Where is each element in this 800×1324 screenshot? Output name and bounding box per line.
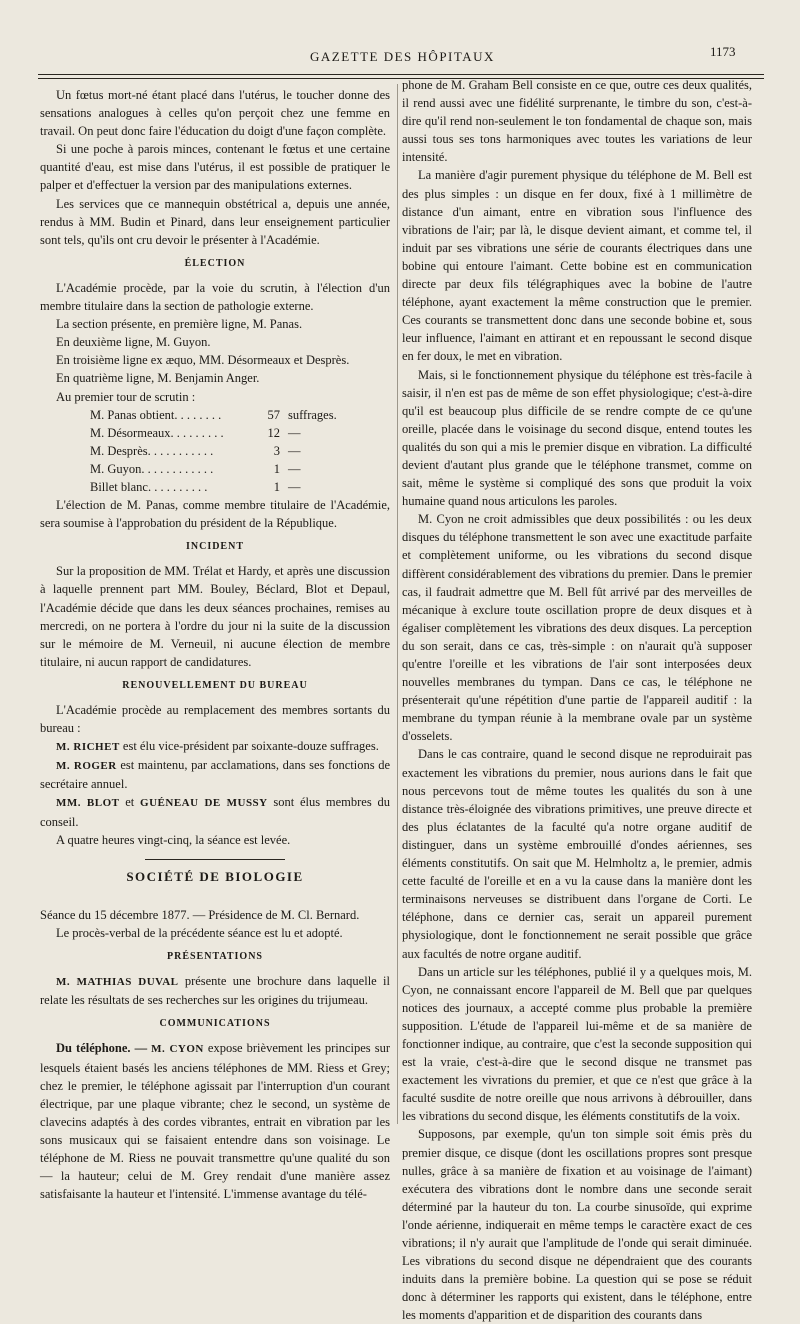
paragraph: La section présente, en première ligne, M. Panas. <box>56 317 303 332</box>
paragraph: Supposons, par exemple, qu'un ton simple soit émis près du premier disque, ce disque (dont les oscillations propres sont presque nulles, grâce à sa manière de fixation et au voisinage de l'aimant) exécutera des vibrations dont le nombre dans une seconde serait déterminé par la hauteur du ton. La courbe sinusoïde, qui exprime l'onde aérienne, indiquerait en même temps le caractère exact de ces vibrations; il n'y aurait que l'amplitude de l'onde qui serait diminuée. Les vibrations du second disque ne dépendraient que des courants induits dans la première bobine. La question qui se pose se réduit donc à déterminer les rapports qui existent, dans le téléphone, entre les moments d'apparition et de disparition des courants dans <box>402 1127 752 1323</box>
vote-suffix: suffrages. <box>288 407 337 422</box>
paragraph: L'Académie procède, par la voie du scrutin, à l'élection d'un membre titulaire dans la section de pathologie externe. <box>40 280 390 314</box>
page-header <box>0 0 800 72</box>
paragraph: A quatre heures vingt-cinq, la séance est levée. <box>56 832 291 847</box>
person-name: M. RICHET <box>56 741 120 754</box>
paragraph: En deuxième ligne, M. Guyon. <box>56 335 211 350</box>
paragraph <box>40 756 390 793</box>
vote-name: M. Désormeaux. . . . . . . . . <box>90 425 224 440</box>
vote-table <box>40 406 390 496</box>
vote-name: Billet blanc. . . . . . . . . . <box>90 479 208 494</box>
column-divider <box>397 84 398 1124</box>
subheading-incident: INCIDENT <box>185 541 244 553</box>
paragraph: Sur la proposition de MM. Trélat et Hardy, et après une discussion à laquelle prennent part MM. Bouley, Béclard, Blot et Depaul, l'Académie décide que dans les deux séances prochaines, remises au mercredi, on ne portera à l'ordre du jour ni la suite de la discussion sur le mémoire de M. Verneuil, ni aucune élection de membre titulaire, ni aucun rapport de candidatures. <box>40 564 390 669</box>
vote-name: M. Guyon. . . . . . . . . . . . <box>90 461 214 476</box>
subheading-communications: COMMUNICATIONS <box>159 1018 271 1030</box>
vote-row <box>40 442 390 460</box>
paragraph: Le procès-verbal de la précédente séance est lu et adopté. <box>56 925 343 940</box>
vote-count: 1 <box>273 479 280 494</box>
vote-count: 1 <box>273 461 280 476</box>
paragraph: L'élection de M. Panas, comme membre titulaire de l'Académie, sera soumise à l'approbation du président de la République. <box>40 498 390 531</box>
section-heading: SOCIÉTÉ DE BIOLOGIE <box>126 868 304 884</box>
subheading-presentations: PRÉSENTATIONS <box>167 951 263 963</box>
paragraph: En quatrième ligne, M. Benjamin Anger. <box>56 371 260 386</box>
paragraph: Dans un article sur les téléphones, publié il y a quelques mois, M. Cyon, ne connaissant encore l'appareil de M. Bell que par quelques notices des journaux, a accepté comme plus probable la première supposition. L'étude de l'appareil lui-même et de sa manière de fonctionner indique, au contraire, que c'est la seconde supposition qui est la vraie, c'est-à-dire que le second disque ne transmet pas exactement les vivrations du premier, et que ce n'est que grâce à la faculté susdite de notre oreille que nous arrivons à débrouiller, dans les vibrations du second disque, les éléments constitutifs de la voix. <box>402 964 752 1124</box>
vote-row <box>40 478 390 496</box>
header-rule-top <box>38 74 764 75</box>
paragraph: L'Académie procède au remplacement des membres sortants du bureau : <box>40 703 390 736</box>
paragraph: phone de M. Graham Bell consiste en ce que, outre ces deux qualités, il rend aussi avec une fidélité surprenante, le timbre du son, c'est-à-dire qu'il rend non-seulement le ton fondamental de chaque son, mais aussi tous ses tons harmoniques avec toutes les variations de leur intensité. <box>402 78 752 165</box>
text-run: présente une brochure dans laquelle il relate les résultats de ses recherches sur les origines du trijumeau. <box>40 974 390 1008</box>
paragraph: Au premier tour de scrutin : <box>56 389 196 404</box>
person-name: M. CYON <box>151 1043 204 1056</box>
person-name: M. MATHIAS DUVAL <box>56 976 179 989</box>
vote-name: M. Desprès. . . . . . . . . . . <box>90 443 214 458</box>
text-run: est élu vice-président par soixante-douze suffrages. <box>119 739 379 754</box>
vote-row <box>40 424 390 442</box>
right-column <box>402 76 752 1324</box>
article-title: Du téléphone. — <box>56 1041 152 1056</box>
paragraph: Si une poche à parois minces, contenant le fœtus et une certaine quantité d'eau, est mise dans l'utérus, il est possible de pratiquer le palper et d'effectuer la version par des manipulations externes. <box>40 142 390 193</box>
paragraph: La manière d'agir purement physique du téléphone de M. Bell est des plus simples : un disque en fer doux, fixé à 1 millimètre de distance d'un aimant, entre en vibration sous l'influence des vibrations de l'air; par là, le disque devient aimant, et comme tel, il induit par ses vibrations une série de courants électriques dans une bobine qui entoure l'aimant. Cette bobine est en communication directe par deux fils télégraphiques avec la bobine de l'autre téléphone, ayant exactement la même construction que le premier. Ces courants se transmettent donc dans une seconde bobine et, sous leur influence, l'aimant en attirant et en repoussant le second disque en fer doux, le met en vibration. <box>402 168 752 364</box>
paragraph <box>40 1039 390 1203</box>
vote-row <box>40 460 390 478</box>
paragraph: Un fœtus mort-né étant placé dans l'utérus, le toucher donne des sensations analogues à celles qu'on perçoit chez une femme en travail. On peut donc faire l'éducation du doigt d'une façon complète. <box>40 88 390 139</box>
paragraph: M. Cyon ne croit admissibles que deux possibilités : ou les deux disques du téléphone transmettent le son avec une exactitude parfaite et complètement uniforme, ou les vibrations du second disque diffèrent considérablement des vibrations du premier. Dans le premier cas, il faudrait admettre que M. Bell fût arrivé par des merveilles de mécanique à exclure toute oscillation propre de deux disques et à égaliser complètement les vibrations des deux disques. La perception du son serait, dans ce cas, très-simple : on n'aurait qu'à supposer qu'entre l'oreille et les vibrations de l'air sont interposées deux nouvelles membranes du tympan. Dans ce cas, le téléphone ne présenterait qu'une répétition d'une partie de l'appareil auditif : la membrane du tympan réunie à la membrane ovale par un système d'osselets. <box>402 512 752 744</box>
text-run: et <box>119 795 141 810</box>
text-run: sont élus membres du conseil. <box>40 795 390 829</box>
paragraph <box>40 972 390 1009</box>
session-line: Séance du 15 décembre 1877. — Présidence de M. Cl. Bernard. <box>40 907 360 922</box>
text-run: expose brièvement les principes sur lesquels étaient basés les anciens téléphones de MM. Riess et Grey; chez le premier, le téléphone agissait par l'interruption d'un courant électrique, par une plaque vibrante; chez le second, un système de clavecins adaptés à des cordes vibrantes, entrait en vibration par les sons musicaux qui se faisaient entendre dans son voisinage. Le téléphone de M. Riess ne pouvait transmettre qu'une qualité du son — la hauteur; celui de M. Grey rendait d'une manière assez satisfaisante la hauteur et l'intensité. L'immense avantage du télé- <box>40 1041 390 1202</box>
vote-count: 12 <box>267 425 280 440</box>
person-name: M. ROGER <box>56 760 117 773</box>
vote-suffix: — <box>288 461 301 476</box>
paragraph: En troisième ligne ex æquo, MM. Désormeaux et Desprès. <box>56 353 350 368</box>
subheading-election: ÉLECTION <box>184 257 246 269</box>
vote-row <box>40 406 390 424</box>
vote-suffix: — <box>288 425 301 440</box>
paragraph: Les services que ce mannequin obstétrical a, depuis une année, rendus à MM. Budin et Pinard, dans leur enseignement particulier sont tels, qu'ils ont cru devoir le présenter à l'Académie. <box>40 196 390 247</box>
person-name: GUÉNEAU DE MUSSY <box>140 797 268 810</box>
vote-suffix: — <box>288 443 301 458</box>
paragraph <box>40 793 390 830</box>
paragraph <box>40 737 390 756</box>
subheading-renouvellement: RENOUVELLEMENT DU BUREAU <box>122 679 308 691</box>
vote-count: 57 <box>267 407 280 422</box>
page-number: 1173 <box>710 44 736 59</box>
vote-suffix: — <box>288 479 301 494</box>
section-separator <box>145 859 285 860</box>
vote-name: M. Panas obtient. . . . . . . . <box>90 407 222 422</box>
text-run: est maintenu, par acclamations, dans ses fonctions de secrétaire annuel. <box>40 758 390 792</box>
paragraph: Dans le cas contraire, quand le second disque ne reproduirait pas exactement les vibrations du premier, nous aurions dans le fait que nous percevons tout de même toutes les qualités du son à une distance très-éloignée des vibrations primitives, une preuve directe et des plus éclatantes de la faculté qu'a notre organe auditif de distinguer, dans un système embrouillé d'ondes aériennes, ses éléments constitutifs. On sait que M. Helmholtz a, le premier, admis cette faculté de l'oreille et en a vu la cause dans la manière dont les terminaisons nerveuses se distribuent dans l'organe de Corti. Le téléphone, dans ce dernier cas, serait un appareil purement physiologique, dont le fonctionnement ne serait possible que grâce aux facultés de notre organe auditif. <box>402 747 752 961</box>
left-column <box>40 86 390 1203</box>
vote-count: 3 <box>273 443 280 458</box>
person-name: MM. BLOT <box>56 797 120 810</box>
journal-title: GAZETTE DES HÔPITAUX <box>310 49 495 64</box>
paragraph: Mais, si le fonctionnement physique du téléphone est très-facile à saisir, il n'en est pas de même de son effet physiologique; c'est-à-dire qu'il est beaucoup plus difficile de se rendre compte de ce qu'une oreille, placée dans le voisinage du second disque, entend toutes les qualités du son qui a mis le premier disque en vibration. La difficulté devient d'autant plus grande que le téléphone transmet, comme on sait, même le système si compliqué des sons que produit la voix humaine quand nous articulons les paroles. <box>402 367 752 509</box>
